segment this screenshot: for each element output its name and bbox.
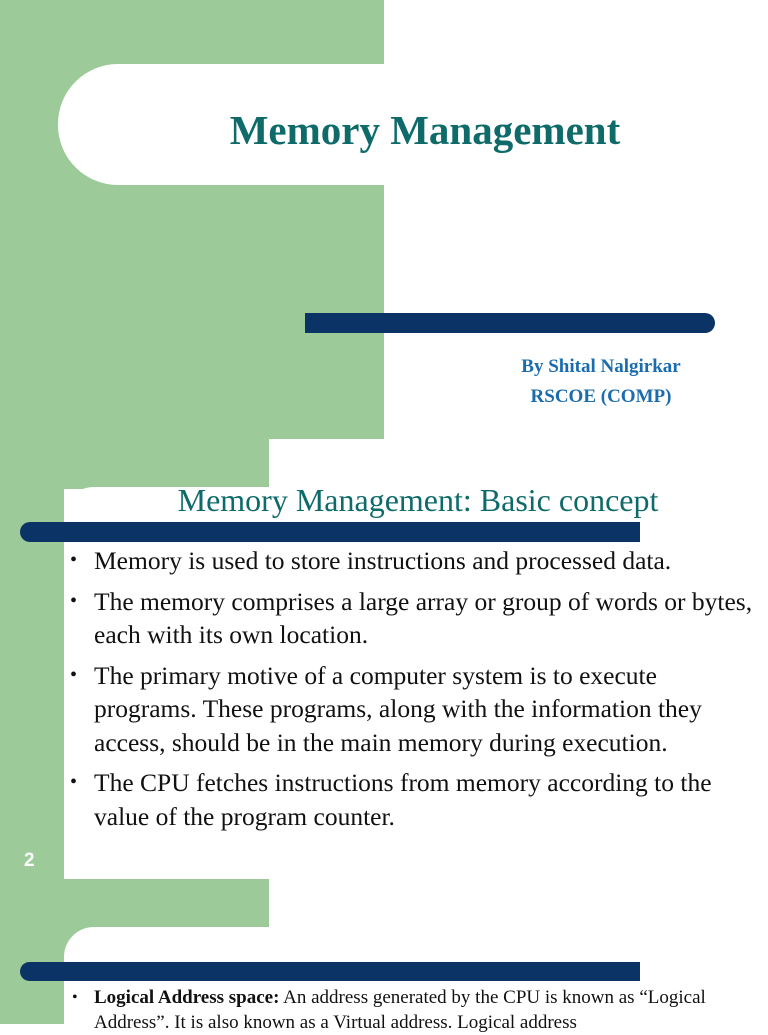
term-definition: An address generated by the CPU is known as “Logical Address”. It is also known as a Virtual address. Logical address	[94, 987, 706, 1033]
list-item	[68, 585, 758, 652]
author-org: RSCOE (COMP)	[530, 386, 672, 407]
bullet-icon: •	[70, 663, 78, 686]
slide2-green-sidebar	[0, 439, 64, 879]
bullet-icon: •	[70, 771, 78, 793]
slide2-divider-bar	[20, 522, 640, 542]
slide1-divider-bar	[305, 313, 715, 333]
bullet-text: The primary motive of a computer system is to execute programs. These programs, along with the information they access, should be in the main memory during execution.	[94, 660, 702, 757]
bullet-text: The CPU fetches instructions from memory according to the value of the program counter.	[94, 768, 712, 831]
bullet-text: The memory comprises a large array or group of words or bytes, each with its own location.	[94, 586, 753, 649]
list-item	[68, 544, 758, 578]
slide3-divider-bar	[20, 962, 640, 981]
slide2-title: Memory Management: Basic concept	[177, 482, 659, 518]
bullet-icon: •	[70, 549, 78, 571]
list-item	[68, 659, 758, 760]
author-name: By Shital Nalgirkar	[521, 356, 681, 377]
slide1-author-block	[470, 352, 732, 412]
term-label: Logical Address space:	[94, 987, 280, 1008]
bullet-icon: •	[72, 989, 78, 1006]
slide3-green-sidebar	[0, 879, 64, 1024]
bullet-icon: •	[70, 589, 78, 612]
slide3-bullet-text	[72, 985, 752, 1035]
slide3-bullet	[72, 985, 752, 1035]
slide-page-number: 2	[24, 850, 35, 871]
slide1-title: Memory Management	[229, 107, 621, 153]
slide2-bullet-list	[68, 544, 758, 840]
bullet-text: Memory is used to store instructions and processed data.	[94, 546, 672, 575]
list-item	[68, 766, 758, 833]
